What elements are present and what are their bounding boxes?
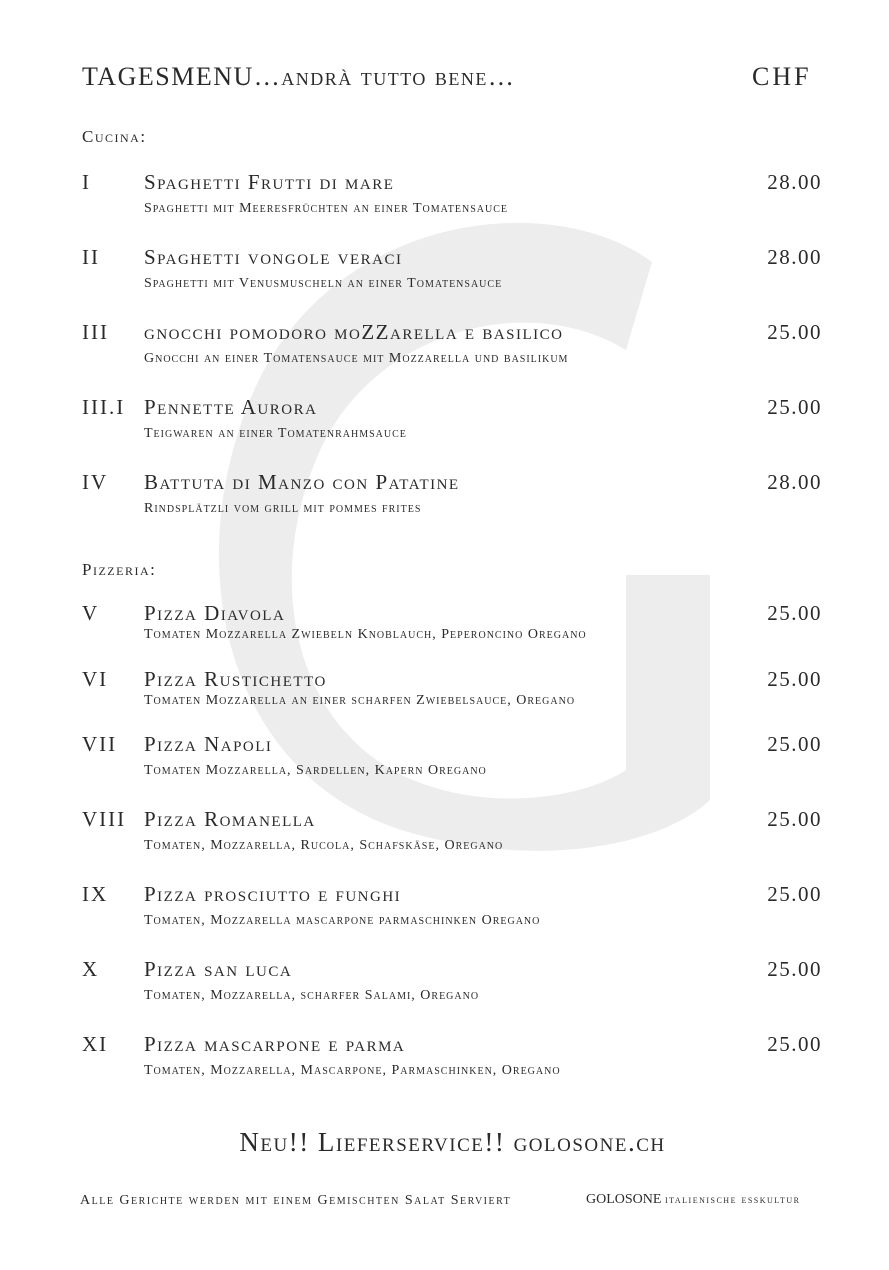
item-description: Gnocchi an einer Tomatensauce mit Mozzarella und basilikum xyxy=(144,351,569,366)
menu-item xyxy=(82,732,822,792)
item-description: Rindsplätzli vom grill mit pommes frites xyxy=(144,501,422,516)
item-name: Pennette Aurora xyxy=(144,395,318,419)
item-name: Spaghetti vongole veraci xyxy=(144,245,403,269)
item-price: 25.00 xyxy=(767,957,822,981)
item-price: 28.00 xyxy=(767,245,822,269)
item-name: Pizza Romanella xyxy=(144,807,316,831)
item-number: III xyxy=(82,320,109,344)
item-description: Tomaten, Mozzarella, Mascarpone, Parmaschinken, Oregano xyxy=(144,1063,561,1078)
menu-item xyxy=(82,320,822,380)
item-number: IX xyxy=(82,882,109,906)
item-name: Pizza mascarpone e parma xyxy=(144,1032,406,1056)
item-price: 25.00 xyxy=(767,601,822,625)
section-pizzeria: Pizzeria: xyxy=(82,560,157,579)
menu-item xyxy=(82,882,822,942)
menu-item xyxy=(82,807,822,867)
item-number: XI xyxy=(82,1032,109,1056)
item-number: I xyxy=(82,170,91,194)
item-number: VII xyxy=(82,732,118,756)
item-name: Battuta di Manzo con Patatine xyxy=(144,470,460,494)
currency-label: CHF xyxy=(752,62,812,91)
menu-item xyxy=(82,245,822,305)
item-description: Tomaten Mozzarella Zwiebeln Knoblauch, Peperoncino Oregano xyxy=(144,627,587,642)
item-number: III.I xyxy=(82,395,126,419)
item-price: 25.00 xyxy=(767,395,822,419)
footer-note: Alle Gerichte werden mit einem Gemischten Salat Serviert xyxy=(80,1193,512,1208)
item-number: IV xyxy=(82,470,109,494)
menu-item xyxy=(82,170,822,230)
item-description: Tomaten, Mozzarella, Rucola, Schafskäse, Oregano xyxy=(144,838,504,853)
item-description: Spaghetti mit Venusmuscheln an einer Tomatensauce xyxy=(144,276,503,291)
item-name: Spaghetti Frutti di mare xyxy=(144,170,395,194)
item-name: Pizza Napoli xyxy=(144,732,273,756)
item-price: 25.00 xyxy=(767,807,822,831)
footer-brand xyxy=(586,1192,800,1208)
item-number: VI xyxy=(82,667,109,691)
item-price: 25.00 xyxy=(767,732,822,756)
brand-tagline: italienische esskultur xyxy=(664,1192,801,1206)
item-description: Teigwaren an einer Tomatenrahmsauce xyxy=(144,426,407,441)
item-name: Pizza prosciutto e funghi xyxy=(144,882,402,906)
item-name: Pizza Diavola xyxy=(144,601,286,625)
item-description: Spaghetti mit Meeresfrüchten an einer Tomatensauce xyxy=(144,201,508,216)
menu-item xyxy=(82,957,822,1017)
menu-item xyxy=(82,395,822,455)
menu-item xyxy=(82,601,822,661)
item-description: Tomaten, Mozzarella mascarpone parmaschinken Oregano xyxy=(144,913,541,928)
item-number: V xyxy=(82,601,100,625)
menu-title: TAGESMENU…andrà tutto bene… xyxy=(82,62,516,91)
item-price: 25.00 xyxy=(767,667,822,691)
item-name: Pizza san luca xyxy=(144,957,293,981)
item-name: gnocchi pomodoro moZZarella e basilico xyxy=(144,320,564,344)
menu-item xyxy=(82,667,822,727)
item-description: Tomaten Mozzarella an einer scharfen Zwiebelsauce, Oregano xyxy=(144,693,576,708)
item-price: 25.00 xyxy=(767,882,822,906)
item-number: VIII xyxy=(82,807,127,831)
item-price: 25.00 xyxy=(767,1032,822,1056)
menu-item xyxy=(82,470,822,530)
brand-name: GOLOSONE xyxy=(586,1192,662,1207)
item-price: 28.00 xyxy=(767,170,822,194)
item-description: Tomaten Mozzarella, Sardellen, Kapern Oregano xyxy=(144,763,487,778)
delivery-promo: Neu!! Lieferservice!! golosone.ch xyxy=(239,1127,666,1157)
menu-item xyxy=(82,1032,822,1092)
item-name: Pizza Rustichetto xyxy=(144,667,327,691)
item-number: X xyxy=(82,957,100,981)
section-cucina: Cucina: xyxy=(82,127,147,146)
item-price: 28.00 xyxy=(767,470,822,494)
item-number: II xyxy=(82,245,100,269)
item-price: 25.00 xyxy=(767,320,822,344)
item-description: Tomaten, Mozzarella, scharfer Salami, Oregano xyxy=(144,988,480,1003)
